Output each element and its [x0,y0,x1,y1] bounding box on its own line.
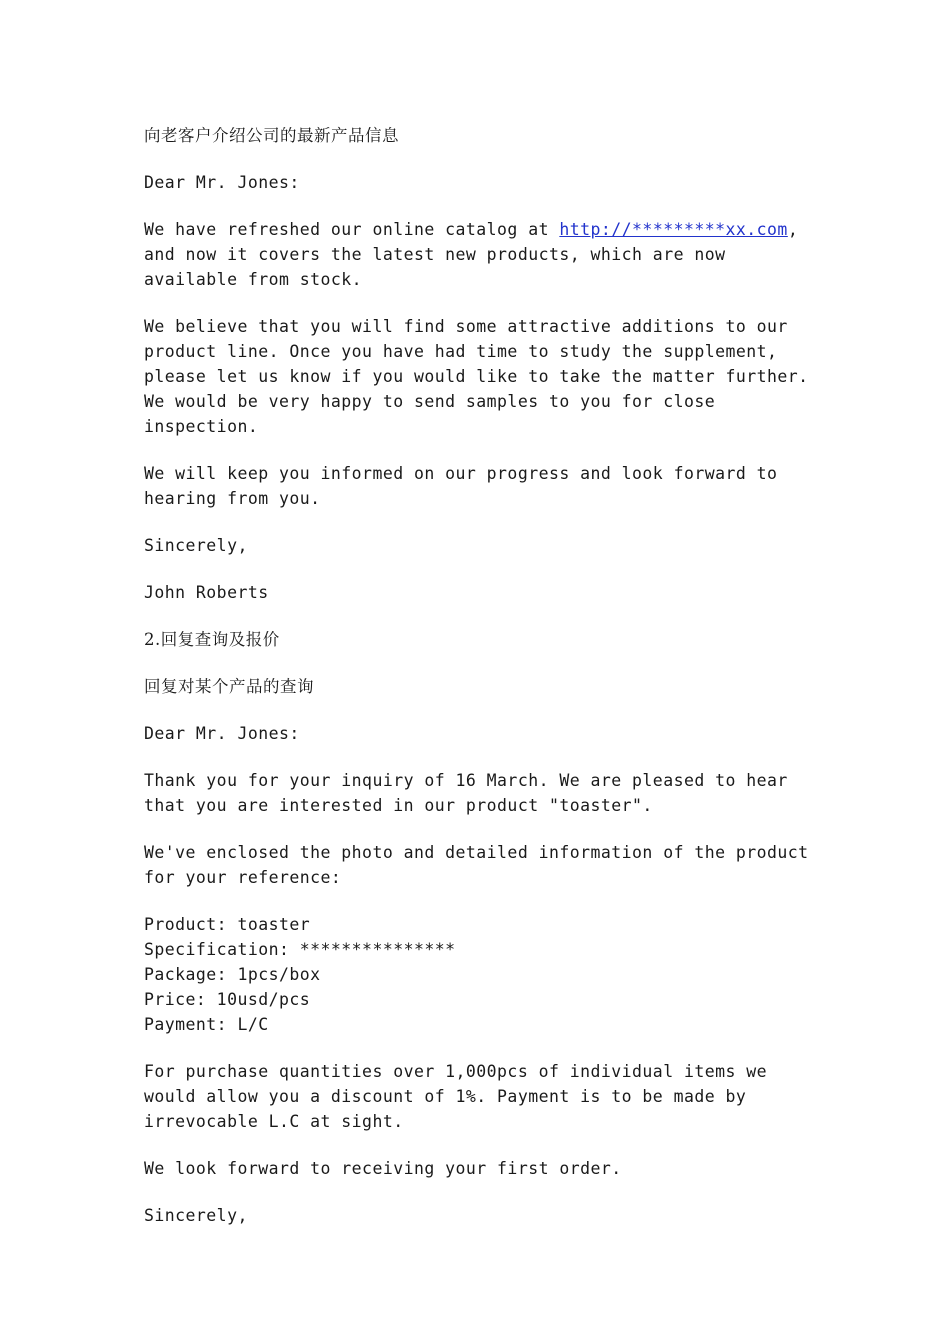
detail-line: Price: 10usd/pcs [144,990,311,1009]
paragraph: We've enclosed the photo and detailed information of the product for your reference: [144,843,819,887]
section-heading: 向老客户介绍公司的最新产品信息 [144,126,399,145]
detail-line: Specification: *************** [144,940,456,959]
paragraph-text: We have refreshed our online catalog at [144,220,560,239]
closing: Sincerely, [144,536,248,555]
closing: Sincerely, [144,1206,248,1225]
signature: John Roberts [144,583,269,602]
paragraph [144,217,814,292]
paragraph: For purchase quantities over 1,000pcs of individual items we would allow you a discount of 1%. Payment is to be made by irrevocable L.C at sight. [144,1062,778,1131]
salutation: Dear Mr. Jones: [144,173,300,192]
product-details [144,912,814,1037]
detail-line: Product: toaster [144,915,311,934]
detail-line: Payment: L/C [144,1015,269,1034]
letter-content [144,123,819,1250]
paragraph: We look forward to receiving your first order. [144,1159,622,1178]
paragraph-text: , and now it covers the latest new products, which are now available from stock. [144,220,809,289]
section-heading: 回复对某个产品的查询 [144,677,314,696]
catalog-link[interactable]: http://*********xx.com [559,220,788,239]
paragraph: We believe that you will find some attractive additions to our product line. Once you have had time to study the supplement, please let us know if you would like to take the matter further. We would be very happy to send samples to you for close inspection. [144,317,819,436]
detail-line: Package: 1pcs/box [144,965,321,984]
salutation: Dear Mr. Jones: [144,724,300,743]
section-number-heading: 2.回复查询及报价 [144,630,280,649]
paragraph: We will keep you informed on our progress and look forward to hearing from you. [144,464,788,508]
paragraph: Thank you for your inquiry of 16 March. We are pleased to hear that you are interested in our product "toaster". [144,771,799,815]
